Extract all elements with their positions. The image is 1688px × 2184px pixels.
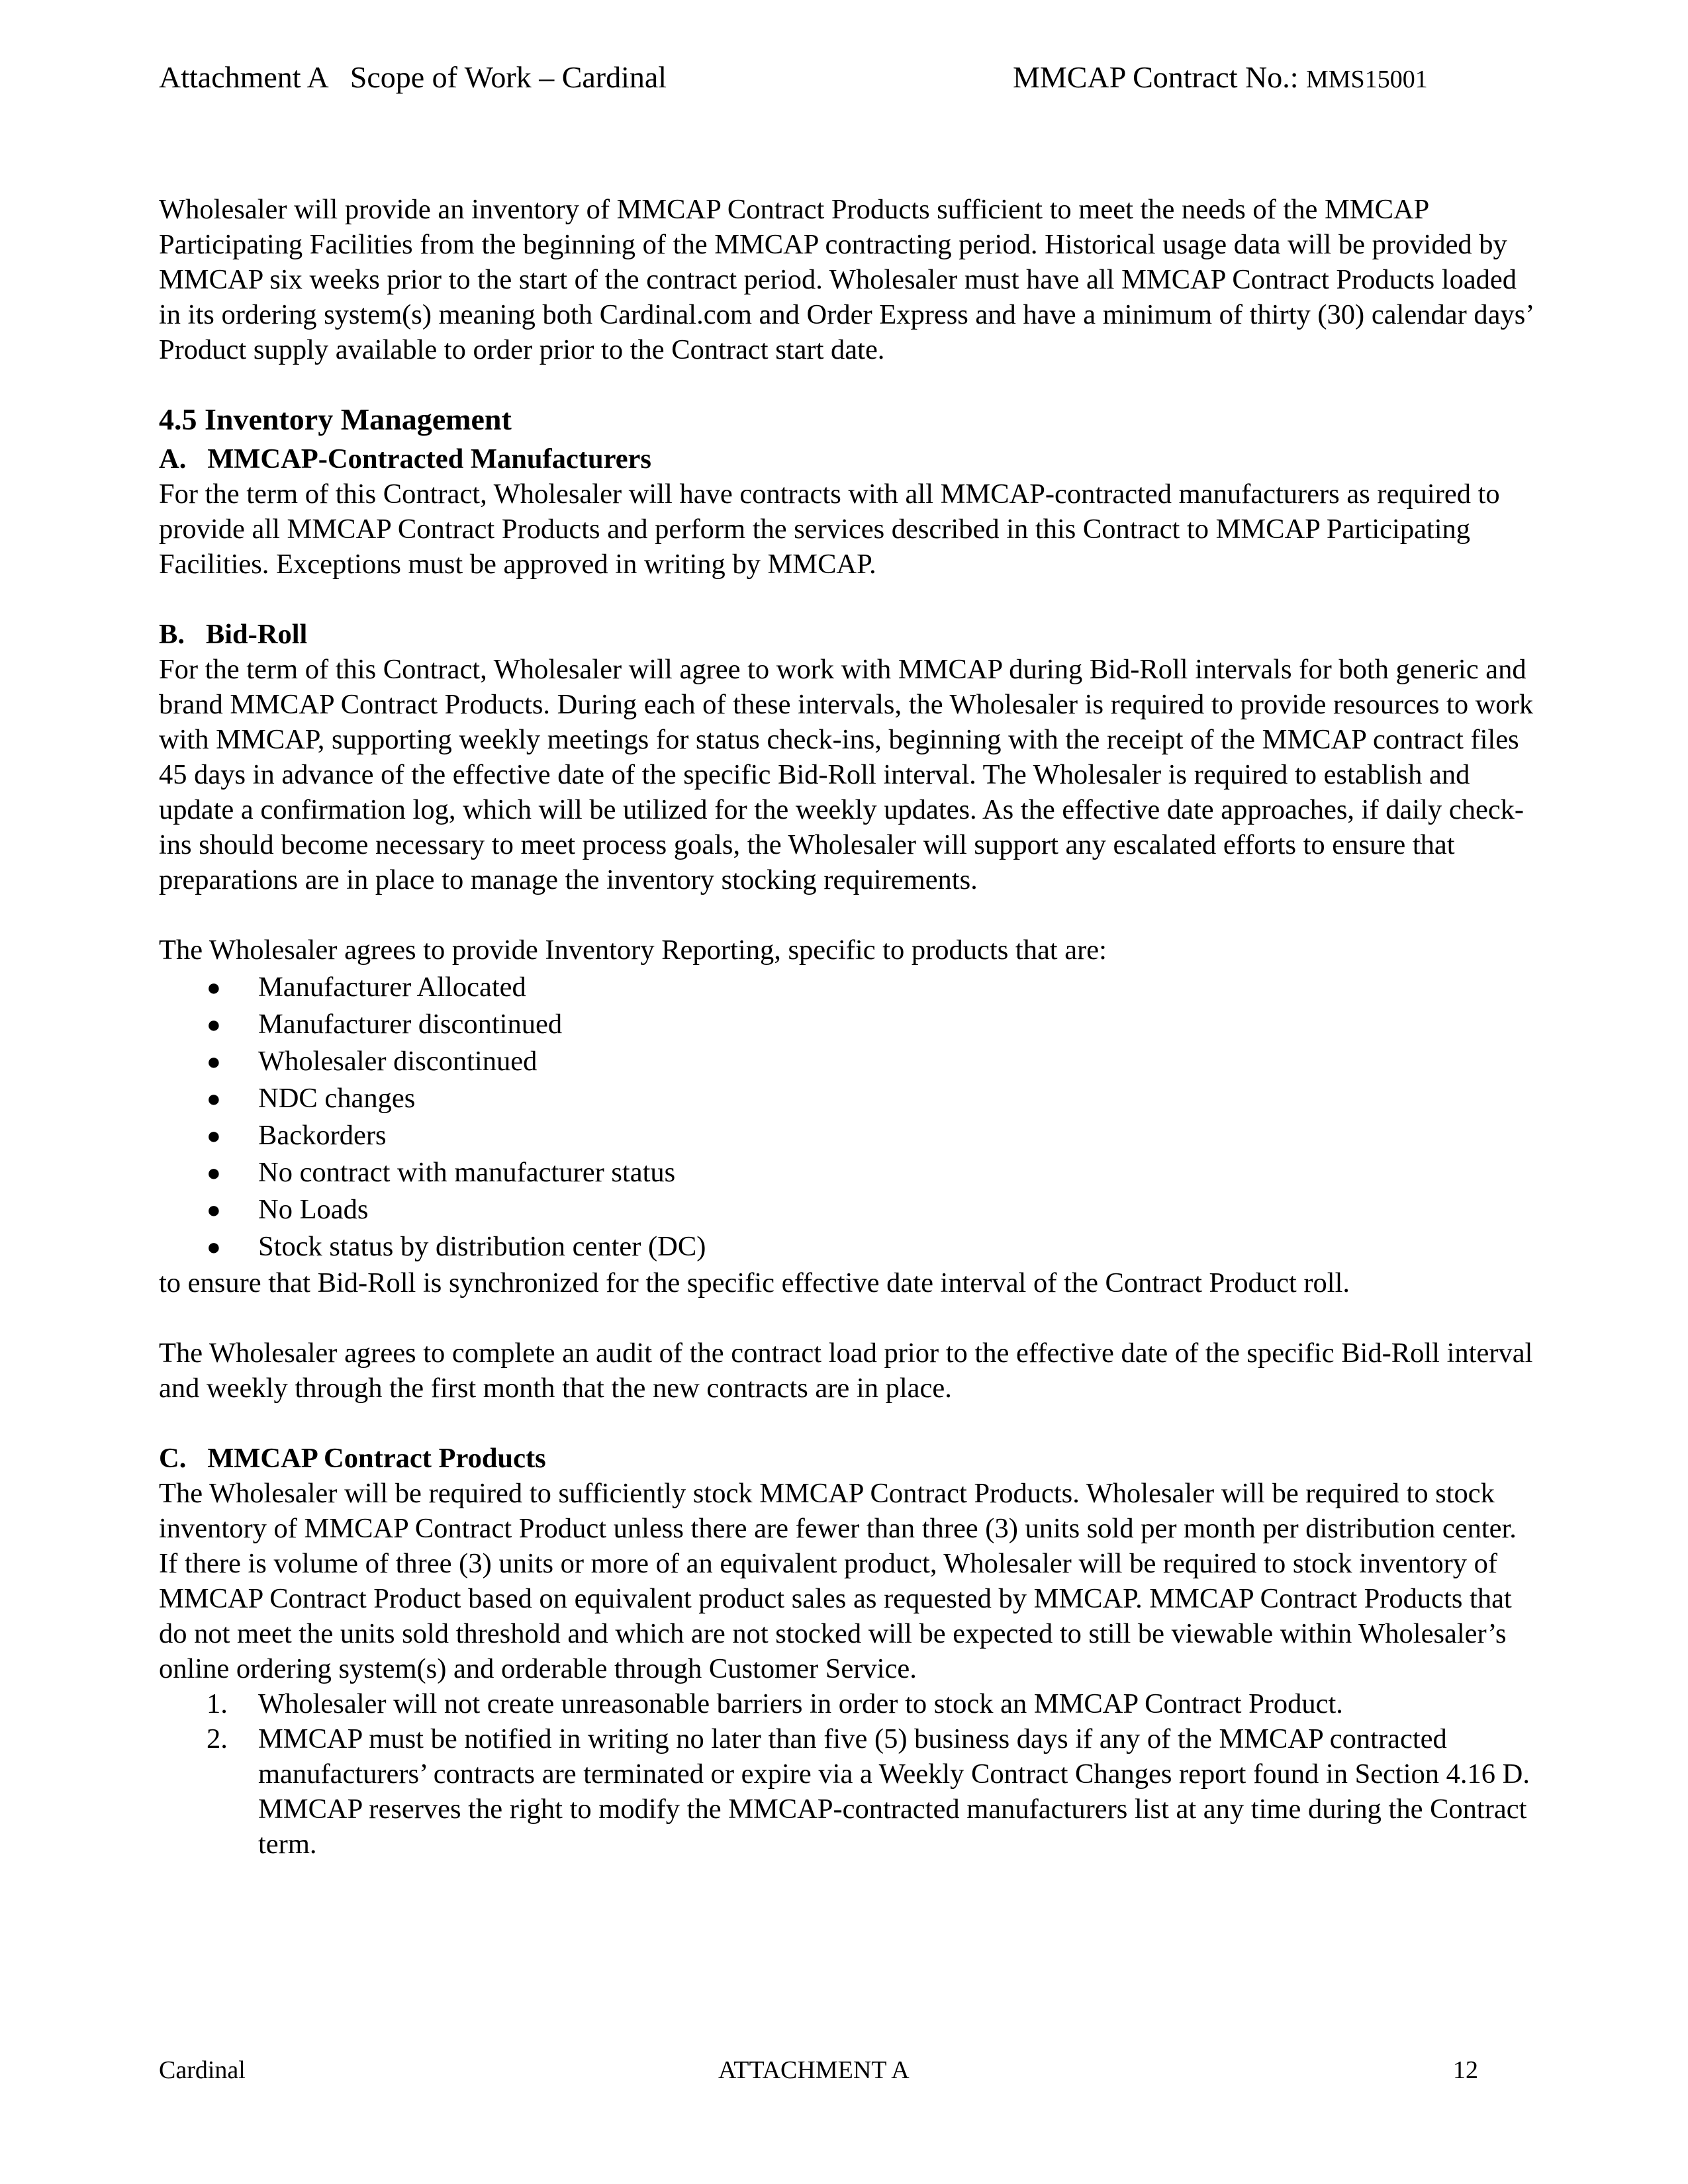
header-contract-number: MMS15001 bbox=[1305, 66, 1428, 93]
list-item: ● Manufacturer Allocated bbox=[258, 969, 1536, 1006]
list-item: ● Wholesaler discontinued bbox=[258, 1043, 1536, 1080]
section-title: 4.5 Inventory Management bbox=[159, 402, 512, 436]
header-contract-label: MMCAP Contract No.: bbox=[1013, 60, 1299, 94]
page-header bbox=[159, 54, 1483, 101]
list-item: 1. Wholesaler will not create unreasonable barriers in order to stock an MMCAP Contract Product. bbox=[207, 1688, 1343, 1719]
list-item: ● No contract with manufacturer status bbox=[258, 1154, 1536, 1191]
list-item: ● No Loads bbox=[258, 1191, 1536, 1228]
footer-company: Cardinal bbox=[159, 2056, 246, 2084]
subsection-a-text: For the term of this Contract, Wholesaler will have contracts with all MMCAP-contracted manufacturers as required to provide all MMCAP Contract Products and perform the services described in this Contract to MMCAP Participating Facilities. Exceptions must be approved in writing by MMCAP. bbox=[159, 478, 1500, 580]
list-item: ● Manufacturer discontinued bbox=[258, 1006, 1536, 1043]
bullet-icon: ● bbox=[207, 974, 221, 1001]
reporting-intro: The Wholesaler agrees to provide Inventory Reporting, specific to products that are: bbox=[159, 934, 1107, 966]
subsection-c-text: The Wholesaler will be required to sufficiently stock MMCAP Contract Products. Wholesaler will be required to stock inventory of MMCAP Contract Product unless there are fewer than three (3) units sold per month per distribution center. If there is volume of three (3) units or more of an equivalent product, Wholesaler will be required to stock inventory of MMCAP Contract Product based on equivalent product sales as requested by MMCAP. MMCAP Contract Products that do not meet the units sold threshold and which are not stocked will be expected to still be viewable within Wholesaler’s online ordering system(s) and orderable through Customer Service. bbox=[159, 1478, 1517, 1684]
page-number: 12 bbox=[1453, 2056, 1478, 2084]
requirements-list bbox=[159, 1686, 1536, 1862]
intro-paragraph: Wholesaler will provide an inventory of MMCAP Contract Products sufficient to meet the needs of the MMCAP Participating Facilities from the beginning of the MMCAP contracting period. Historical usage data will be provided by MMCAP six weeks prior to the start of the contract period. Wholesaler must have all MMCAP Contract Products loaded in its ordering system(s) meaning both Cardinal.com and Order Express and have a minimum of thirty (30) calendar days’ Product supply available to order prior to the Contract start date. bbox=[159, 194, 1533, 365]
bullet-icon: ● bbox=[207, 1011, 221, 1038]
bullet-icon: ● bbox=[207, 1122, 221, 1149]
reporting-outro: to ensure that Bid-Roll is synchronized for the specific effective date interval of the Contract Product roll. bbox=[159, 1267, 1350, 1298]
list-item: 2. MMCAP must be notified in writing no later than five (5) business days if any of the MMCAP contracted manufacturers’ contracts are terminated or expire via a Weekly Contract Changes report found in Section 4.16 D. MMCAP reserves the right to modify the MMCAP-contracted manufacturers list at any time during the Contract term. bbox=[207, 1723, 1530, 1860]
document-body bbox=[159, 192, 1536, 1862]
footer-attachment: ATTACHMENT A bbox=[718, 2056, 910, 2084]
bullet-icon: ● bbox=[207, 1048, 221, 1075]
subsection-b-text: For the term of this Contract, Wholesaler will agree to work with MMCAP during Bid-Roll intervals for both generic and brand MMCAP Contract Products. During each of these intervals, the Wholesaler is required to provide resources to work with MMCAP, supporting weekly meetings for status check-ins, beginning with the receipt of the MMCAP contract files 45 days in advance of the effective date of the specific Bid-Roll interval. The Wholesaler is required to establish and update a confirmation log, which will be utilized for the weekly updates. As the effective date approaches, if daily check-ins should become necessary to meet process goals, the Wholesaler will support any escalated efforts to ensure that preparations are in place to manage the inventory stocking requirements. bbox=[159, 654, 1534, 895]
bullet-icon: ● bbox=[207, 1085, 221, 1112]
subsection-c-heading: C. MMCAP Contract Products bbox=[159, 1443, 546, 1474]
bullet-icon: ● bbox=[207, 1234, 221, 1260]
subsection-a-heading: A. MMCAP-Contracted Manufacturers bbox=[159, 443, 651, 475]
list-item: ● Backorders bbox=[258, 1117, 1536, 1154]
header-contract bbox=[1013, 54, 1428, 103]
audit-paragraph: The Wholesaler agrees to complete an audit of the contract load prior to the effective date of the specific Bid-Roll interval and weekly through the first month that the new contracts are in place. bbox=[159, 1338, 1533, 1404]
header-title: Attachment A Scope of Work – Cardinal bbox=[159, 60, 667, 94]
subsection-b-heading: B. Bid-Roll bbox=[159, 619, 308, 650]
list-item: ● Stock status by distribution center (DC) bbox=[258, 1228, 1536, 1265]
reporting-list bbox=[159, 969, 1536, 1265]
bullet-icon: ● bbox=[207, 1197, 221, 1223]
list-item: ● NDC changes bbox=[258, 1080, 1536, 1117]
bullet-icon: ● bbox=[207, 1160, 221, 1186]
